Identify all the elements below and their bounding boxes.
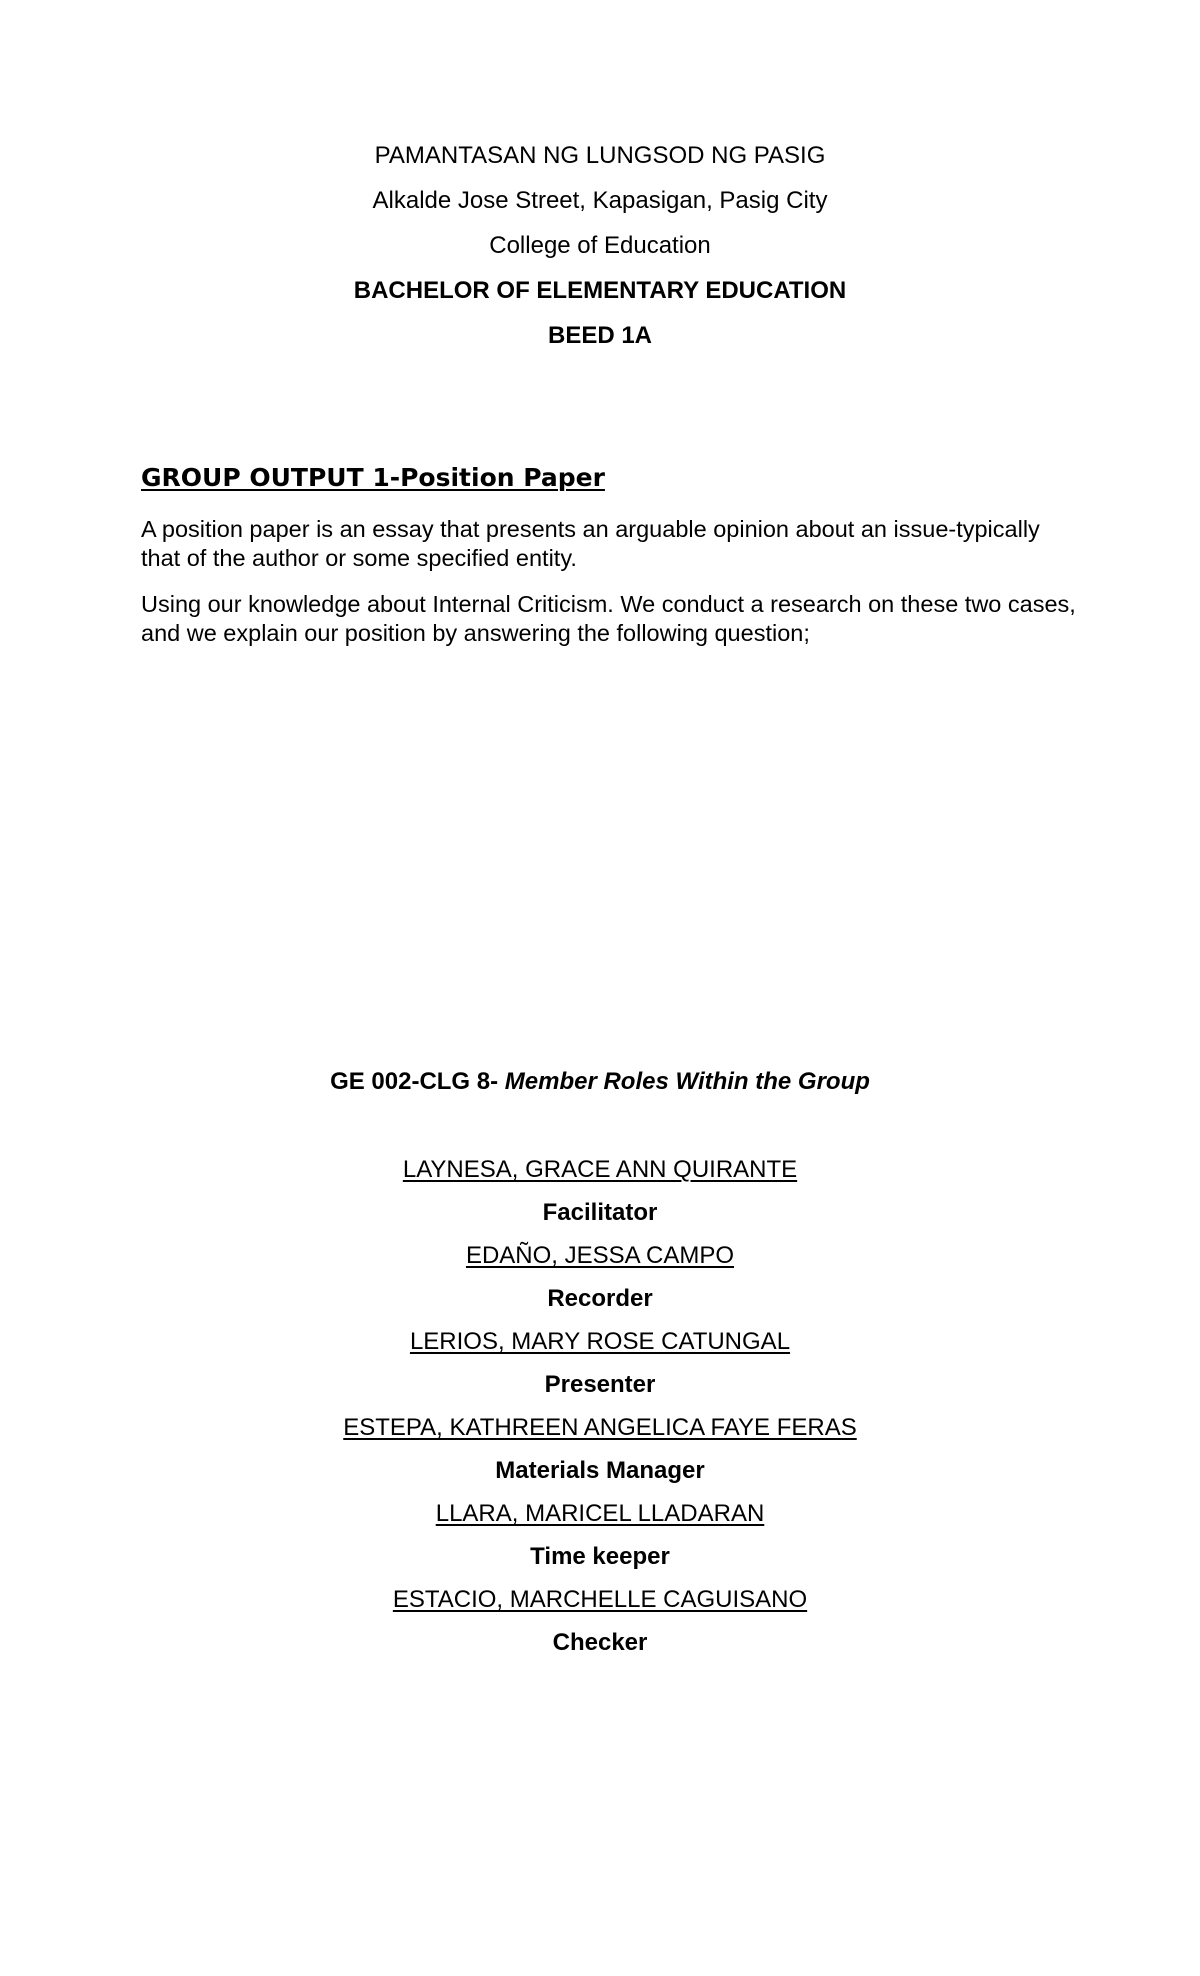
university-name: PAMANTASAN NG LUNGSOD NG PASIG — [374, 142, 826, 169]
member-name: LLARA, MARICEL LLADARAN — [435, 1500, 765, 1527]
member-name: ESTEPA, KATHREEN ANGELICA FAYE FERAS — [343, 1414, 857, 1441]
member-name: LAYNESA, GRACE ANN QUIRANTE — [402, 1156, 798, 1183]
roles-title — [0, 1068, 1200, 1096]
member-name: LERIOS, MARY ROSE CATUNGAL — [409, 1328, 791, 1355]
member-role: Facilitator — [542, 1199, 658, 1226]
roles-title-italic: Member Roles Within the Group — [504, 1068, 870, 1095]
paragraph-method: Using our knowledge about Internal Criticism. We conduct a research on these two cases, and we explain our position by answering the following question; — [141, 591, 1076, 646]
member-role: Presenter — [544, 1371, 656, 1398]
member-name: ESTACIO, MARCHELLE CAGUISANO — [392, 1586, 808, 1613]
section-heading: GROUP OUTPUT 1-Position Paper — [141, 463, 605, 492]
member-name: EDAÑO, JESSA CAMPO — [465, 1242, 735, 1269]
member-role: Recorder — [547, 1285, 653, 1312]
paragraph-definition: A position paper is an essay that presents an arguable opinion about an issue-typically that of the author or some specified entity. — [141, 516, 1040, 571]
member-role: Materials Manager — [495, 1457, 705, 1484]
member-role: Time keeper — [530, 1543, 670, 1570]
section-name: BEED 1A — [547, 322, 653, 349]
roles-title-prefix: GE 002-CLG 8- — [330, 1068, 505, 1095]
university-address: Alkalde Jose Street, Kapasigan, Pasig City — [372, 187, 828, 214]
college-name: College of Education — [489, 232, 711, 259]
member-role: Checker — [552, 1629, 648, 1656]
program-name: BACHELOR OF ELEMENTARY EDUCATION — [353, 277, 847, 304]
